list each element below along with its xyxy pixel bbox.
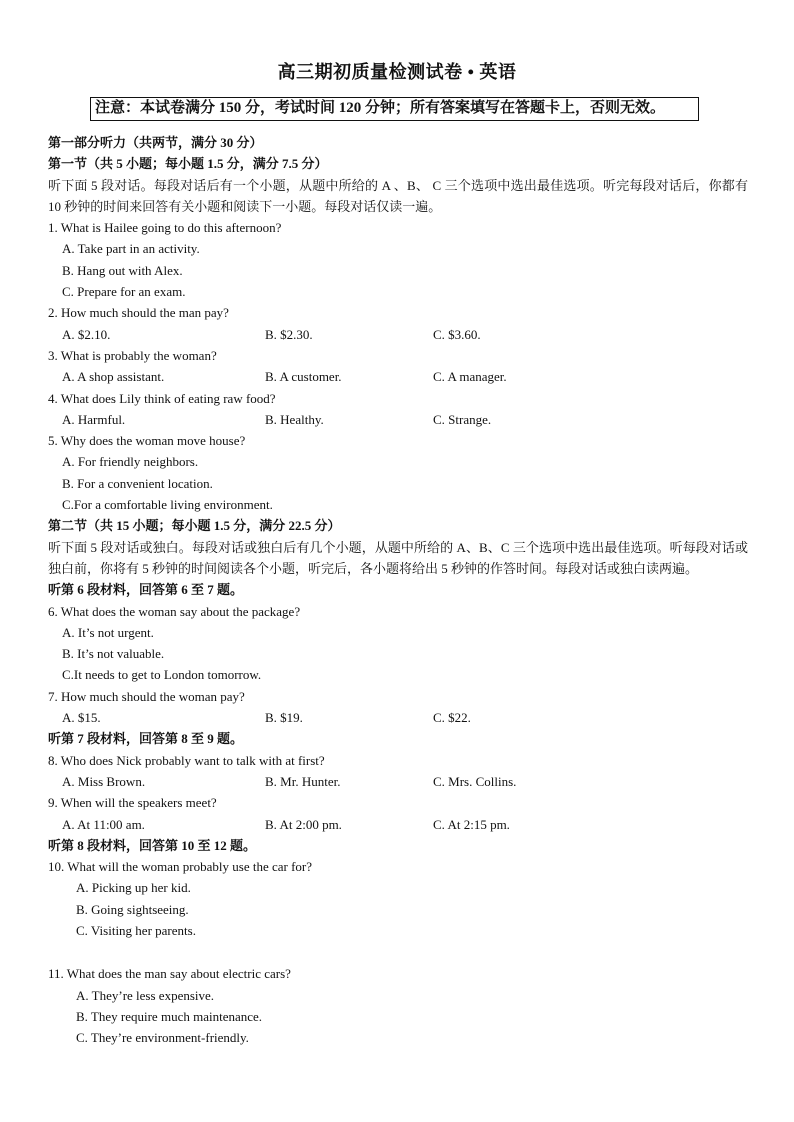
section1-instructions: 听下面 5 段对话。每段对话后有一个小题，从题中所给的 A 、B、 C 三个选项中选出最佳选项。听完每段对话后，你都有 10 秒钟的时间来回答有关小题和阅读下一小题。每段对话仅读一遍。 bbox=[48, 177, 748, 214]
exam-content bbox=[48, 132, 748, 1048]
spacer bbox=[48, 941, 748, 963]
question-option: B. A customer. bbox=[265, 369, 342, 385]
question-stem: 10. What will the woman probably use the car for? bbox=[48, 859, 313, 875]
question-option: A. Take part in an activity. bbox=[62, 241, 200, 257]
question-option: A. Harmful. bbox=[62, 411, 126, 427]
question-option: C. $3.60. bbox=[433, 326, 481, 342]
question-option: B. For a convenient location. bbox=[62, 475, 213, 491]
notice-box: 注意：本试卷满分 150 分，考试时间 120 分钟；所有答案填写在答题卡上，否则无效。 bbox=[90, 97, 699, 121]
question-option: C. Visiting her parents. bbox=[76, 922, 196, 938]
question-stem: 2. How much should the man pay? bbox=[48, 305, 229, 321]
question-option: C. They’re environment-friendly. bbox=[76, 1030, 249, 1046]
question-stem: 1. What is Hailee going to do this afternoon? bbox=[48, 220, 282, 236]
question-option: A. Picking up her kid. bbox=[76, 880, 191, 896]
question-stem: 8. Who does Nick probably want to talk with at first? bbox=[48, 752, 325, 768]
question-option: C. At 2:15 pm. bbox=[433, 816, 510, 832]
question-option: A. Miss Brown. bbox=[62, 773, 146, 789]
question-option: A. At 11:00 am. bbox=[62, 816, 145, 832]
question-option: A. They’re less expensive. bbox=[76, 987, 215, 1003]
group-heading: 听第 8 段材料，回答第 10 至 12 题。 bbox=[48, 837, 257, 853]
question-stem: 7. How much should the woman pay? bbox=[48, 688, 245, 704]
question-option: B. They require much maintenance. bbox=[76, 1008, 263, 1024]
question-option: A. A shop assistant. bbox=[62, 369, 165, 385]
question-option: A. It’s not urgent. bbox=[62, 624, 154, 640]
question-options-row bbox=[48, 814, 748, 835]
question-stem: 3. What is probably the woman? bbox=[48, 347, 217, 363]
question-option: C. Mrs. Collins. bbox=[433, 773, 517, 789]
group-heading: 听第 6 段材料，回答第 6 至 7 题。 bbox=[48, 582, 244, 598]
question-option: B. At 2:00 pm. bbox=[265, 816, 342, 832]
question-options-row bbox=[48, 366, 748, 387]
question-stem: 9. When will the speakers meet? bbox=[48, 795, 217, 811]
question-option: A. $2.10. bbox=[62, 326, 111, 342]
part1-heading: 第一部分听力（共两节，满分 30 分） bbox=[48, 135, 263, 150]
section2-instructions: 听下面 5 段对话或独白。每段对话或独白后有几个小题，从题中所给的 A、B、C 三个选项中选出最佳选项。听每段对话或独白前，你将有 5 秒钟的时间阅读各个小题，听完后，各小题将给出 5 秒钟的作答时间。每段对话或独白读两遍。 bbox=[48, 539, 748, 576]
question-options-row bbox=[48, 707, 748, 728]
question-option: C. Prepare for an exam. bbox=[62, 284, 186, 300]
question-option: A. For friendly neighbors. bbox=[62, 454, 199, 470]
question-option: B. $2.30. bbox=[265, 326, 313, 342]
question-options-row bbox=[48, 409, 748, 430]
question-stem: 11. What does the man say about electric cars? bbox=[48, 966, 291, 982]
question-option: A. $15. bbox=[62, 710, 101, 726]
question-option: B. Going sightseeing. bbox=[76, 901, 189, 917]
group-heading: 听第 7 段材料，回答第 8 至 9 题。 bbox=[48, 731, 244, 747]
question-option: C. A manager. bbox=[433, 369, 507, 385]
question-option: B. Hang out with Alex. bbox=[62, 262, 183, 278]
question-option: C.It needs to get to London tomorrow. bbox=[62, 667, 262, 683]
question-option: B. Mr. Hunter. bbox=[265, 773, 341, 789]
question-option: C. Strange. bbox=[433, 411, 492, 427]
question-stem: 5. Why does the woman move house? bbox=[48, 433, 246, 449]
question-option: B. Healthy. bbox=[265, 411, 324, 427]
question-stem: 4. What does Lily think of eating raw food? bbox=[48, 390, 276, 406]
section1-heading: 第一节（共 5 小题；每小题 1.5 分，满分 7.5 分） bbox=[48, 156, 328, 172]
question-option: C.For a comfortable living environment. bbox=[62, 497, 273, 513]
question-options-row bbox=[48, 771, 748, 792]
question-stem: 6. What does the woman say about the package? bbox=[48, 603, 301, 619]
question-options-row bbox=[48, 324, 748, 345]
question-option: B. It’s not valuable. bbox=[62, 646, 165, 662]
question-option: C. $22. bbox=[433, 710, 471, 726]
section2-heading: 第二节（共 15 小题；每小题 1.5 分，满分 22.5 分） bbox=[48, 518, 341, 534]
page-title: 高三期初质量检测试卷 • 英语 bbox=[277, 62, 517, 82]
question-option: B. $19. bbox=[265, 710, 303, 726]
